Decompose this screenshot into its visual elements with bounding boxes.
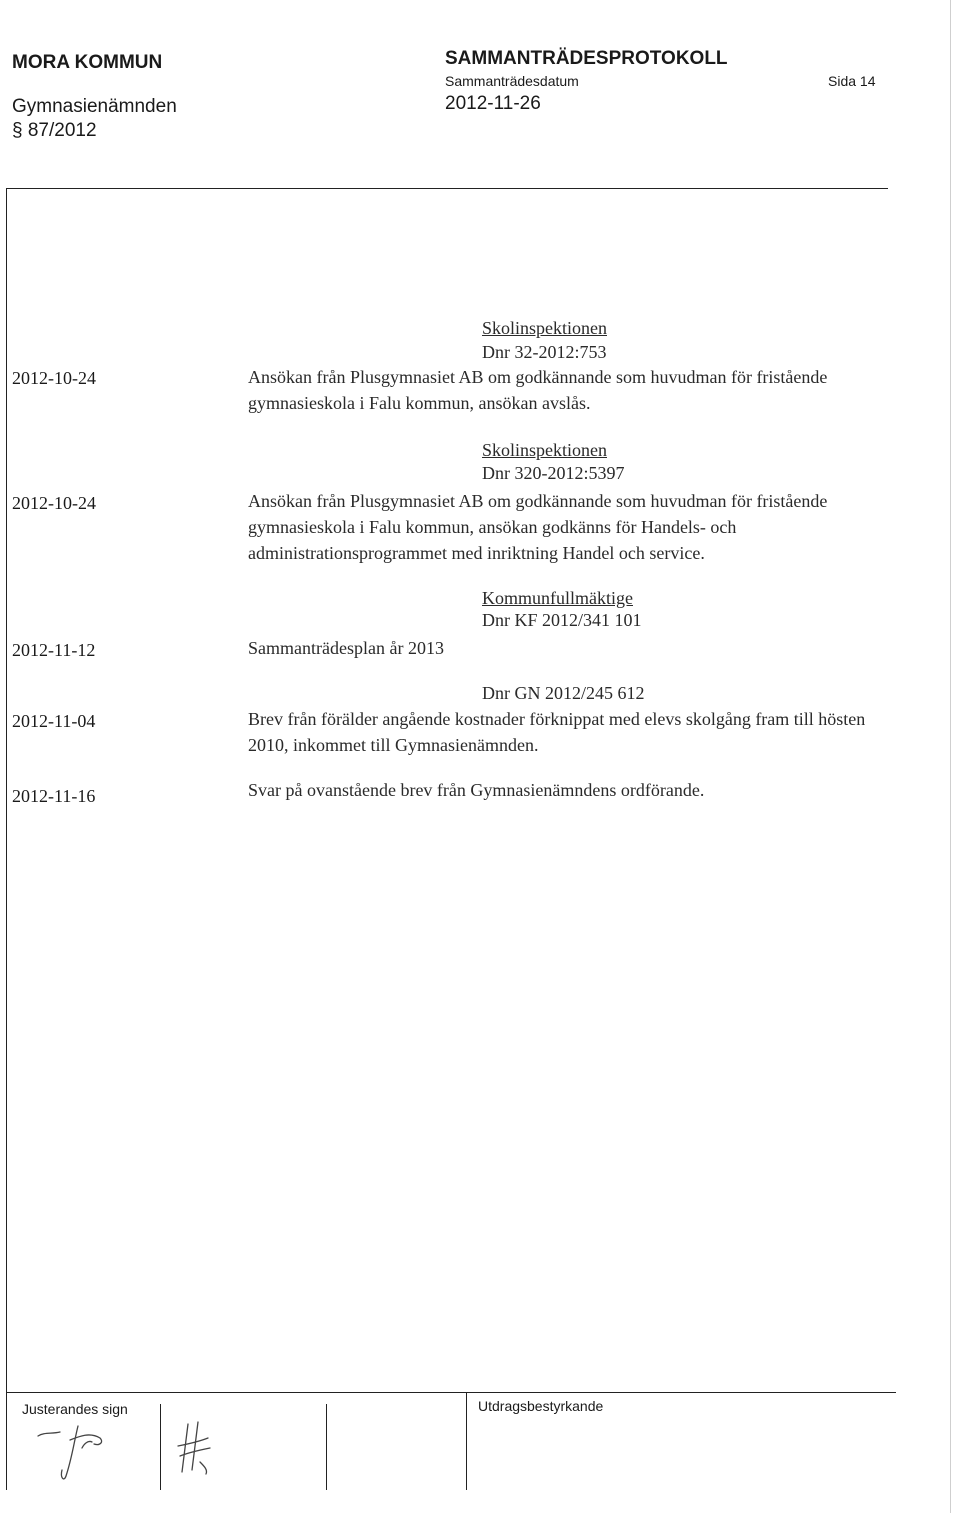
meeting-date-label: Sammanträdesdatum: [445, 73, 579, 89]
signature-label: Justerandes sign: [22, 1401, 128, 1417]
entry-date: 2012-10-24: [12, 493, 96, 513]
entry-dnr: Dnr GN 2012/245 612: [482, 683, 645, 703]
page-number: Sida 14: [828, 73, 876, 89]
right-edge-mark: [950, 0, 951, 1513]
footer-divider: [6, 1392, 896, 1393]
entry-date: 2012-11-16: [12, 786, 96, 806]
entry-sender: Skolinspektionen: [482, 440, 607, 460]
signature-box-divider: [466, 1392, 467, 1490]
entry-date: 2012-11-04: [12, 711, 96, 731]
header-divider: [6, 188, 888, 189]
entry-text: Svar på ovanstående brev från Gymnasienämndens ordförande.: [248, 780, 705, 800]
entry-text: Ansökan från Plusgymnasiet AB om godkännande som huvudman för fristående gymnasieskola i Falu kommun, ansökan avslås.: [248, 367, 828, 413]
extract-certification-label: Utdragsbestyrkande: [478, 1398, 604, 1414]
paragraph-number: § 87/2012: [12, 120, 97, 141]
entry-text: Brev från förälder angående kostnader förknippat med elevs skolgång fram till hösten 2010, inkommet till Gymnasienämnden.: [248, 709, 866, 755]
entry-date: 2012-11-12: [12, 640, 96, 660]
document-title: SAMMANTRÄDESPROTOKOLL: [445, 48, 728, 69]
entry-date: 2012-10-24: [12, 368, 96, 388]
entry-text: Sammanträdesplan år 2013: [248, 638, 444, 658]
entry-sender: Skolinspektionen: [482, 318, 607, 338]
committee-name: Gymnasienämnden: [12, 96, 177, 117]
entry-text: Ansökan från Plusgymnasiet AB om godkännande som huvudman för fristående gymnasieskola i Falu kommun, ansökan godkänns för Handels- och administrationsprogrammet med inriktning Handel och service.: [248, 491, 828, 563]
entry-sender: Kommunfullmäktige: [482, 588, 633, 608]
meeting-date: 2012-11-26: [445, 93, 541, 114]
signature-box-divider: [326, 1404, 327, 1490]
signature-box-divider: [160, 1404, 161, 1490]
left-border: [6, 188, 7, 1490]
entry-dnr: Dnr 320-2012:5397: [482, 463, 625, 483]
signature-mark: [30, 1418, 140, 1488]
signature-mark: [170, 1416, 230, 1480]
organization-name: MORA KOMMUN: [12, 52, 163, 73]
entry-dnr: Dnr KF 2012/341 101: [482, 610, 642, 630]
entry-dnr: Dnr 32-2012:753: [482, 342, 607, 362]
